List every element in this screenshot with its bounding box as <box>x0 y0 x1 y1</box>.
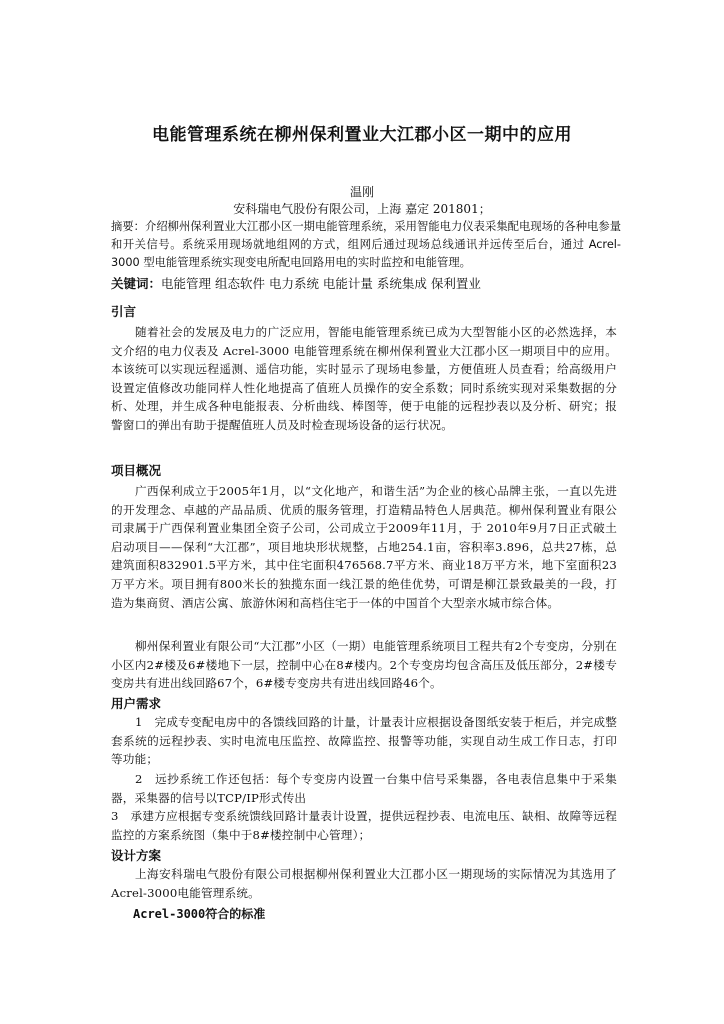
intro-paragraph: 随着社会的发展及电力的广泛应用，智能电能管理系统已成为大型智能小区的必然选择，本文介绍的电力仪表及 Acrel-3000 电能管理系统在柳州保利置业大江郡小区一期项目中的应用。本该统可以实现远程遥测、遥信功能，实时显示了现场电参量，方便值班人员查看；给高级用户设置定值修改功能同样人性化地提高了值班人员操作的安全系数；同时系统实现对采集数据的分析、处理，并生成各种电能报表、分析曲线、棒图等，便于电能的远程抄表以及分析、研究；报警窗口的弹出有助于提醒值班人员及时检查现场设备的运行状况。 <box>111 325 617 432</box>
author-name: 温刚 <box>349 185 374 199</box>
overview-paragraph-2: 柳州保利置业有限公司“大江郡”小区（一期）电能管理系统项目工程共有2个专变房，分别在小区内2#楼及6#楼地下一层，控制中心在8#楼内。2个专变房均包含高压及低压部分，2#楼专变房共有进出线回路67个，6#楼专变房共有进出线回路46个。 <box>111 639 617 691</box>
keywords-line <box>111 274 621 292</box>
keywords-label: 关键词： <box>111 276 162 291</box>
needs-item-1: 1 完成专变配电房中的各馈线回路的计量，计量表计应根据设备图纸安装于柜后，并完成整套系统的远程抄表、实时电流电压监控、故障监控、报警等功能，实现自动生成工作日志，打印等功能； <box>111 715 617 767</box>
keywords-list: 电能管理 组态软件 电力系统 电能计量 系统集成 保利置业 <box>161 276 481 291</box>
needs-item-3: 3 承建方应根据专变系统馈线回路计量表计设置，提供远程抄表、电流电压、缺相、故障等远程监控的方案系统图（集中于8#楼控制中心管理）； <box>111 809 617 842</box>
subsection-heading-standards: Acrel-3000符合的标准 <box>133 907 266 921</box>
overview-paragraph-1: 广西保利成立于2005年1月，以“文化地产，和谐生活”为企业的核心品牌主张，一直以先进的开发理念、卓越的产品品质、优质的服务管理，打造精品特色人居典范。柳州保利置业有限公司隶属于广西保利置业集团全资子公司，公司成立于2009年11月，于 2010年9月7日正式破土启动项目——保利“大江郡”，项目地块形状规整，占地254.1亩，容积率3.896，总共27栋，总建筑面积832901.5平方米，其中住宅面积476568.7平方米、商业18万平方米，地下室面积23万平方米。项目拥有800米长的独揽东面一线江景的绝佳优势，可谓是柳江景致最美的一段，打造为集商贸、酒店公寓、旅游休闲和高档住宅于一体的中国首个大型亲水城市综合体。 <box>111 484 617 610</box>
author-affiliation: 安科瑞电气股份有限公司，上海 嘉定 201801； <box>233 202 491 216</box>
abstract-text: 摘要：介绍柳州保利置业大江郡小区一期电能管理系统，采用智能电力仪表采集配电现场的各种电参量和开关信号。系统采用现场就地组网的方式，组网后通过现场总线通讯并远传至后台，通过 Acrel-3000 型电能管理系统实现变电所配电回路用电的实时监控和电能管理。 <box>111 220 621 269</box>
section-heading-intro: 引言 <box>111 304 137 319</box>
page-title: 电能管理系统在柳州保利置业大江郡小区一期中的应用 <box>152 125 572 145</box>
section-heading-design: 设计方案 <box>111 848 162 863</box>
section-heading-needs: 用户需求 <box>111 696 162 711</box>
needs-item-2: 2 远抄系统工作还包括：每个专变房内设置一台集中信号采集器，各电表信息集中于采集器，采集器的信号以TCP/IP形式传出 <box>111 772 617 805</box>
section-heading-overview: 项目概况 <box>111 463 162 478</box>
design-paragraph: 上海安科瑞电气股份有限公司根据柳州保利置业大江郡小区一期现场的实际情况为其选用了Acrel-3000电能管理系统。 <box>111 867 617 900</box>
